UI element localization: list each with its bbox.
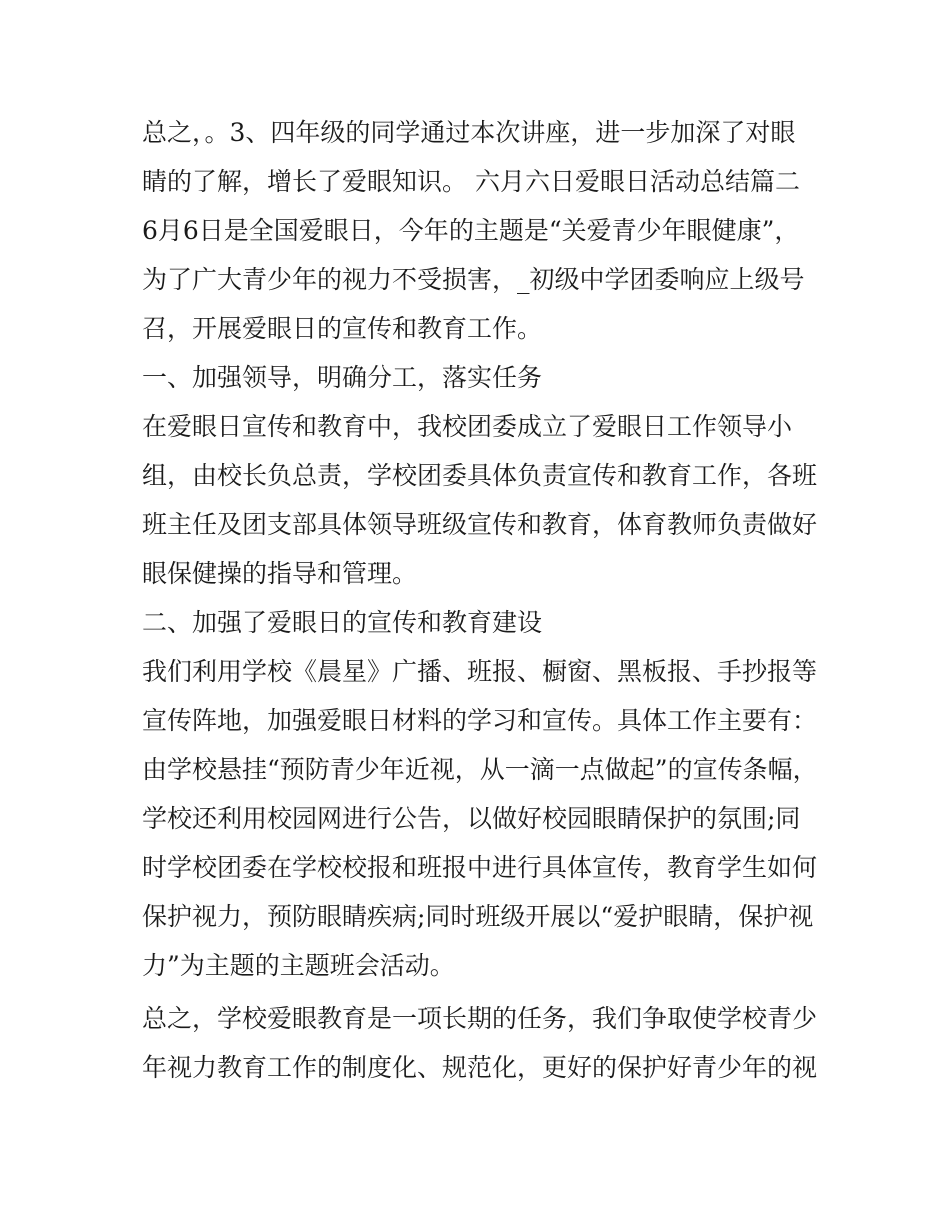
text-line-15: 学校还利用校园网进行公告，以做好校园眼睛保护的氛围;同	[142, 804, 801, 833]
text-line-10: 眼保健操的指导和管理。	[142, 559, 418, 588]
text-line-13: 宣传阵地，加强爱眼日材料的学习和宣传。具体工作主要有：	[142, 706, 818, 735]
text-line-2: 睛的了解，增长了爱眼知识。 六月六日爱眼日活动总结篇二	[142, 167, 800, 196]
document-body	[142, 108, 818, 1092]
text-line-8: 组，由校长负总责，学校团委具体负责宣传和教育工作，各班	[142, 461, 818, 490]
text-line-14: 由学校悬挂“预防青少年近视，从一滴一点做起”的宣传条幅，	[142, 755, 818, 784]
text-line-7: 在爱眼日宣传和教育中，我校团委成立了爱眼日工作领导小	[142, 412, 793, 441]
text-line-19: 总之，学校爱眼教育是一项长期的任务，我们争取使学校青少	[142, 1004, 818, 1033]
text-line-9: 班主任及团支部具体领导班级宣传和教育，体育教师负责做好	[142, 510, 818, 539]
text-line-20: 年视力教育工作的制度化、规范化，更好的保护好青少年的视	[142, 1053, 818, 1082]
text-line-18: 力”为主题的主题班会活动。	[142, 951, 455, 980]
text-line-17: 保护视力，预防眼睛疾病;同时班级开展以“爱护眼睛，保护视	[142, 902, 814, 931]
text-line-5: 召，开展爱眼日的宣传和教育工作。	[142, 314, 543, 343]
section-heading-1: 一、加强领导，明确分工，落实任务	[142, 363, 543, 392]
text-line-3: 6月6日是全国爱眼日，今年的主题是“关爱青少年眼健康”，	[142, 216, 800, 245]
text-line-12: 我们利用学校《晨星》广播、班报、橱窗、黑板报、手抄报等	[142, 657, 818, 686]
text-line-1: 总之，。3、四年级的同学通过本次讲座，进一步加深了对眼	[142, 118, 796, 147]
section-heading-2: 二、加强了爱眼日的宣传和教育建设	[142, 608, 543, 637]
text-line-16: 时学校团委在学校校报和班报中进行具体宣传，教育学生如何	[142, 853, 818, 882]
text-line-4: 为了广大青少年的视力不受损害，_初级中学团委响应上级号	[142, 265, 805, 294]
